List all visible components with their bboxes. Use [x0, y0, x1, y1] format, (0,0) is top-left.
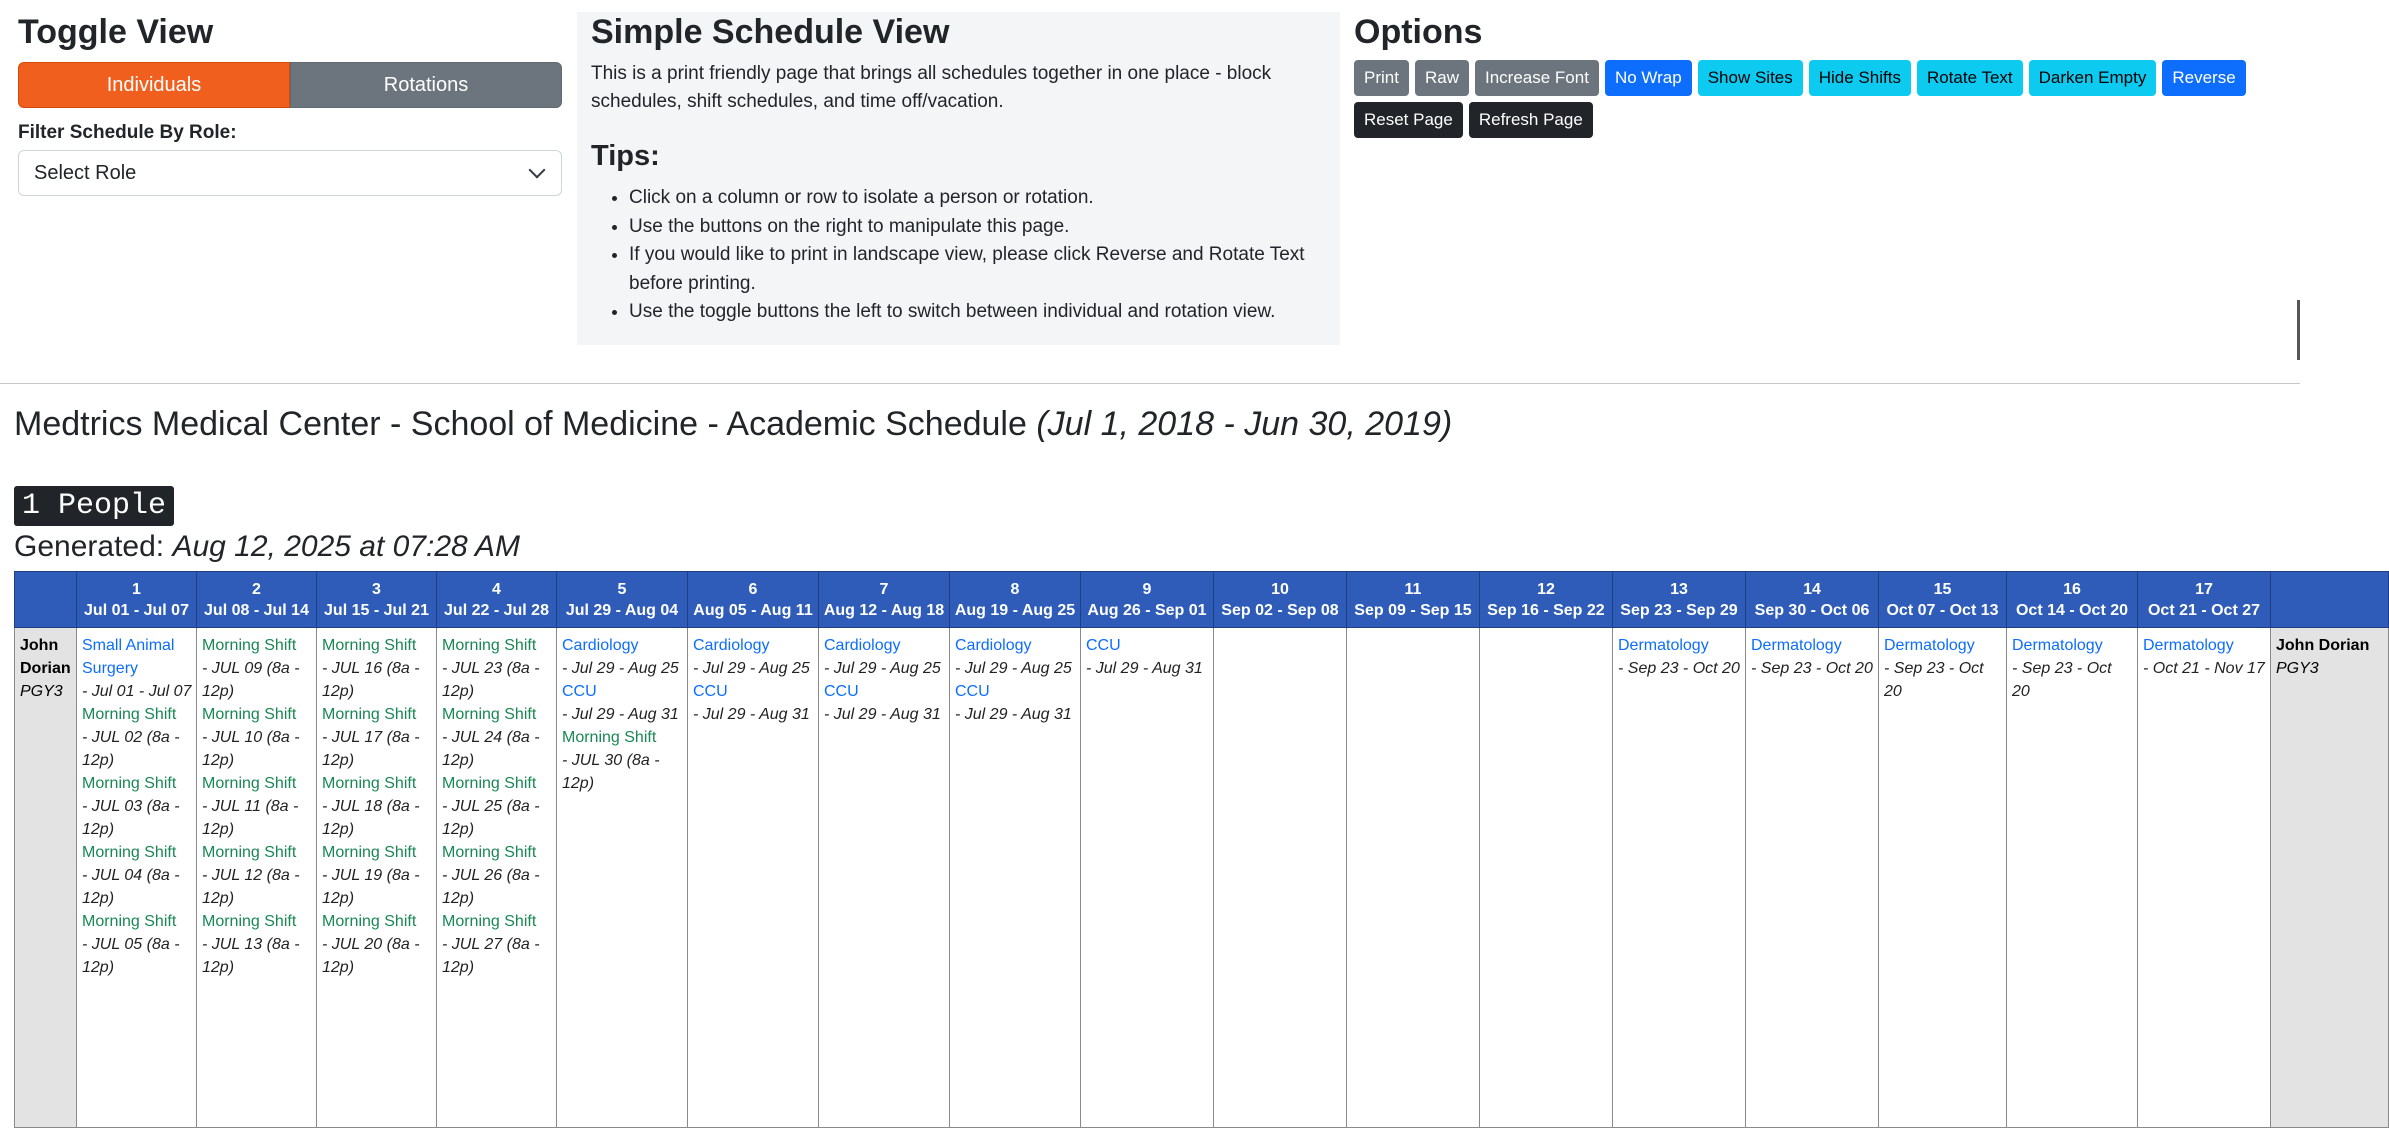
entry-dates: - Jul 29 - Aug 31 [562, 706, 679, 723]
rotation-link[interactable]: Cardiology [824, 637, 901, 654]
shift-label: Morning Shift [82, 775, 177, 792]
tip-item: • If you would like to print in landscape view, please click Reverse and Rotate Text before printing. [629, 241, 1326, 298]
block-header-15[interactable] [1879, 572, 2007, 628]
block-cell-11[interactable] [1347, 628, 1480, 1128]
block-number: 17 [2195, 580, 2213, 598]
rotation-link[interactable]: Cardiology [693, 637, 770, 654]
tips-list [591, 184, 1326, 327]
entry-dates: - Jul 29 - Aug 25 [562, 660, 679, 677]
entry-dates: - JUL 26 (8a - 12p) [442, 867, 540, 907]
shift-label: Morning Shift [442, 706, 537, 723]
rotation-entry [824, 680, 945, 726]
block-number: 6 [748, 580, 758, 598]
shift-label: Morning Shift [202, 706, 297, 723]
shift-entry [442, 634, 552, 703]
block-date-range: Sep 09 - Sep 15 [1354, 601, 1472, 619]
entry-dates: - Jul 29 - Aug 31 [1086, 660, 1203, 677]
block-number: 15 [1933, 580, 1952, 598]
shift-label: Morning Shift [202, 913, 297, 930]
block-number: 16 [2063, 580, 2081, 598]
shift-entry [82, 703, 192, 772]
rotations-toggle-button[interactable]: Rotations [290, 62, 562, 108]
block-header-7[interactable] [819, 572, 950, 628]
shift-label: Morning Shift [442, 844, 537, 861]
block-header-13[interactable] [1613, 572, 1746, 628]
person-name: John Dorian [2276, 637, 2370, 654]
entry-dates: - JUL 11 (8a - 12p) [202, 798, 299, 838]
shift-entry [322, 772, 432, 841]
block-number: 8 [1010, 580, 1020, 598]
block-date-range: Jul 08 - Jul 14 [204, 601, 309, 619]
rotation-entry [1751, 634, 1874, 680]
schedule-header-row [15, 572, 2389, 628]
person-cell[interactable] [15, 628, 77, 1128]
filter-role-label: Filter Schedule By Role: [18, 122, 237, 143]
block-header-2[interactable] [197, 572, 317, 628]
darken-empty-button[interactable]: Darken Empty [2029, 60, 2157, 96]
report-title-text: Medtrics Medical Center - School of Medicine - Academic Schedule [14, 405, 1027, 443]
rotation-entry [562, 680, 683, 726]
rotation-link[interactable]: Dermatology [1884, 637, 1975, 654]
block-cell-8[interactable] [950, 628, 1081, 1128]
entry-dates: - JUL 30 (8a - 12p) [562, 752, 660, 792]
shift-entry [442, 703, 552, 772]
entry-dates: - Sep 23 - Oct 20 [1751, 660, 1873, 677]
block-cell-5[interactable] [557, 628, 688, 1128]
options-panel [1354, 12, 2284, 138]
block-cell-12[interactable] [1480, 628, 1613, 1128]
entry-dates: - Sep 23 - Oct 20 [2012, 660, 2112, 700]
generated-label: Generated: [14, 530, 165, 563]
entry-dates: - Jul 29 - Aug 25 [693, 660, 810, 677]
options-title: Options [1354, 13, 1483, 51]
entry-dates: - JUL 09 (8a - 12p) [202, 660, 300, 700]
rotation-link[interactable]: Small Animal Surgery [82, 637, 175, 677]
rotation-entry [562, 634, 683, 680]
shift-entry [82, 910, 192, 979]
entry-dates: - JUL 10 (8a - 12p) [202, 729, 300, 769]
block-cell-14[interactable] [1746, 628, 1879, 1128]
block-number: 2 [252, 580, 261, 598]
shift-entry [322, 841, 432, 910]
block-number: 1 [132, 580, 141, 598]
entry-dates: - JUL 16 (8a - 12p) [322, 660, 420, 700]
block-cell-6[interactable] [688, 628, 819, 1128]
shift-entry [442, 910, 552, 979]
shift-label: Morning Shift [322, 775, 417, 792]
entry-dates: - JUL 05 (8a - 12p) [82, 936, 180, 976]
block-date-range: Jul 22 - Jul 28 [444, 601, 549, 619]
rotation-entry [693, 680, 814, 726]
block-header-4[interactable] [437, 572, 557, 628]
rotation-link[interactable]: Dermatology [1618, 637, 1709, 654]
entry-dates: - JUL 19 (8a - 12p) [322, 867, 420, 907]
shift-label: Morning Shift [202, 775, 297, 792]
block-date-range: Sep 16 - Sep 22 [1487, 601, 1605, 619]
block-cell-15[interactable] [1879, 628, 2007, 1128]
shift-label: Morning Shift [202, 637, 297, 654]
rotation-entry [1618, 634, 1741, 680]
shift-entry [442, 841, 552, 910]
rotation-entry [2012, 634, 2133, 703]
shift-entry [202, 841, 312, 910]
rotation-entry [824, 634, 945, 680]
increase-font-button[interactable]: Increase Font [1475, 60, 1599, 96]
block-number: 3 [372, 580, 381, 598]
block-header-11[interactable] [1347, 572, 1480, 628]
rotation-link[interactable]: Dermatology [2143, 637, 2234, 654]
report-title [14, 402, 1452, 446]
block-cell-2[interactable] [197, 628, 317, 1128]
entry-dates: - JUL 18 (8a - 12p) [322, 798, 420, 838]
person-pgy: PGY3 [2276, 660, 2319, 677]
shift-label: Morning Shift [82, 706, 177, 723]
rotation-entry [2143, 634, 2266, 680]
block-date-range: Oct 21 - Oct 27 [2147, 601, 2261, 619]
entry-dates: - Jul 29 - Aug 31 [824, 706, 941, 723]
section-divider [0, 383, 2300, 384]
block-date-range: Oct 14 - Oct 20 [2015, 601, 2129, 619]
block-number: 14 [1803, 580, 1821, 598]
shift-entry [562, 726, 683, 795]
entry-dates: - JUL 20 (8a - 12p) [322, 936, 420, 976]
schedule-table-container [14, 571, 2370, 986]
shift-entry [202, 772, 312, 841]
rotation-entry [955, 634, 1076, 680]
block-cell-17[interactable] [2138, 628, 2271, 1128]
chevron-down-icon [529, 162, 546, 179]
entry-dates: - JUL 02 (8a - 12p) [82, 729, 180, 769]
shift-label: Morning Shift [322, 913, 417, 930]
shift-label: Morning Shift [442, 775, 537, 792]
options-button-row [1354, 60, 2284, 138]
generated-timestamp [14, 528, 520, 566]
shift-entry [322, 634, 432, 703]
tip-item: • Use the toggle buttons the left to switch between individual and rotation view. [629, 298, 1326, 327]
tips-title: Tips: [591, 140, 660, 172]
block-number: 13 [1670, 580, 1688, 598]
shift-entry [82, 772, 192, 841]
people-count-badge: 1 People [14, 486, 174, 526]
raw-button[interactable]: Raw [1415, 60, 1469, 96]
shift-entry [322, 910, 432, 979]
block-date-range: Aug 05 - Aug 11 [693, 601, 813, 619]
refresh-page-button[interactable]: Refresh Page [1469, 102, 1593, 138]
block-number: 12 [1537, 580, 1555, 598]
shift-label: Morning Shift [202, 844, 297, 861]
entry-dates: - JUL 04 (8a - 12p) [82, 867, 180, 907]
rotation-entry [1884, 634, 2002, 703]
entry-dates: - JUL 12 (8a - 12p) [202, 867, 300, 907]
shift-label: Morning Shift [82, 913, 177, 930]
shift-label: Morning Shift [322, 844, 417, 861]
show-sites-button[interactable]: Show Sites [1698, 60, 1803, 96]
entry-dates: - Oct 21 - Nov 17 [2143, 660, 2265, 677]
block-header-8[interactable] [950, 572, 1081, 628]
rotation-entry [1086, 634, 1209, 680]
block-cell-7[interactable] [819, 628, 950, 1128]
block-header-16[interactable] [2007, 572, 2138, 628]
shift-label: Morning Shift [322, 637, 417, 654]
rotation-link[interactable]: CCU [955, 683, 990, 700]
repeat-corner-header [2271, 572, 2389, 628]
rotation-link[interactable]: Dermatology [2012, 637, 2103, 654]
tip-item: • Use the buttons on the right to manipulate this page. [629, 213, 1326, 242]
block-cell-9[interactable] [1081, 628, 1214, 1128]
info-title: Simple Schedule View [591, 13, 950, 51]
block-header-17[interactable] [2138, 572, 2271, 628]
block-date-range: Oct 07 - Oct 13 [1886, 601, 1999, 619]
entry-dates: - Jul 29 - Aug 31 [693, 706, 810, 723]
rotation-link[interactable]: Dermatology [1751, 637, 1842, 654]
shift-label: Morning Shift [322, 706, 417, 723]
shift-entry [202, 703, 312, 772]
schedule-table [14, 571, 2389, 1128]
entry-dates: - Jul 01 - Jul 07 [82, 683, 192, 700]
person-cell-repeat[interactable] [2271, 628, 2389, 1128]
block-date-range: Sep 02 - Sep 08 [1221, 601, 1339, 619]
entry-dates: - Jul 29 - Aug 31 [955, 706, 1072, 723]
role-select[interactable] [18, 150, 562, 196]
shift-entry [202, 634, 312, 703]
block-header-5[interactable] [557, 572, 688, 628]
block-number: 11 [1404, 580, 1422, 598]
block-number: 4 [492, 580, 501, 598]
block-cell-13[interactable] [1613, 628, 1746, 1128]
entry-dates: - Sep 23 - Oct 20 [1884, 660, 1984, 700]
rotation-link[interactable]: CCU [562, 683, 597, 700]
block-date-range: Jul 29 - Aug 04 [565, 601, 679, 619]
block-number: 10 [1271, 580, 1289, 598]
shift-label: Morning Shift [562, 729, 657, 746]
generated-value: Aug 12, 2025 at 07:28 AM [172, 530, 520, 563]
block-number: 9 [1142, 580, 1152, 598]
individuals-toggle-button[interactable]: Individuals [18, 62, 290, 108]
toggle-view-panel [18, 12, 562, 196]
shift-label: Morning Shift [442, 913, 537, 930]
entry-dates: - JUL 03 (8a - 12p) [82, 798, 180, 838]
entry-dates: - JUL 13 (8a - 12p) [202, 936, 300, 976]
rotation-link[interactable]: Cardiology [955, 637, 1032, 654]
shift-label: Morning Shift [82, 844, 177, 861]
entry-dates: - JUL 25 (8a - 12p) [442, 798, 540, 838]
entry-dates: - JUL 24 (8a - 12p) [442, 729, 540, 769]
block-header-1[interactable] [77, 572, 197, 628]
shift-entry [202, 910, 312, 979]
rotation-entry [955, 680, 1076, 726]
shift-label: Morning Shift [442, 637, 537, 654]
schedule-person-row[interactable] [15, 628, 2389, 1128]
block-number: 7 [879, 580, 889, 598]
reset-page-button[interactable]: Reset Page [1354, 102, 1463, 138]
rotation-entry [82, 634, 192, 703]
info-panel [577, 12, 1340, 345]
print-button[interactable]: Print [1354, 60, 1409, 96]
person-pgy: PGY3 [20, 683, 63, 700]
person-name: John Dorian [20, 637, 71, 677]
block-date-range: Aug 19 - Aug 25 [954, 601, 1076, 619]
report-period: (Jul 1, 2018 - Jun 30, 2019) [1036, 405, 1453, 443]
block-cell-1[interactable] [77, 628, 197, 1128]
info-description: This is a print friendly page that brings all schedules together in one place - block schedules, shift schedules, and time off/vacation. [591, 63, 1272, 112]
entry-dates: - JUL 23 (8a - 12p) [442, 660, 540, 700]
view-toggle-group [18, 62, 562, 108]
block-header-12[interactable] [1480, 572, 1613, 628]
reverse-button[interactable]: Reverse [2162, 60, 2245, 96]
entry-dates: - Jul 29 - Aug 25 [955, 660, 1072, 677]
entry-dates: - JUL 17 (8a - 12p) [322, 729, 420, 769]
hide-shifts-button[interactable]: Hide Shifts [1809, 60, 1911, 96]
no-wrap-button[interactable]: No Wrap [1605, 60, 1692, 96]
block-date-range: Aug 12 - Aug 18 [823, 601, 945, 619]
shift-entry [442, 772, 552, 841]
block-header-10[interactable] [1214, 572, 1347, 628]
block-cell-3[interactable] [317, 628, 437, 1128]
block-date-range: Sep 23 - Sep 29 [1620, 601, 1738, 619]
rotate-text-button[interactable]: Rotate Text [1917, 60, 2023, 96]
block-header-9[interactable] [1081, 572, 1214, 628]
rotation-entry [693, 634, 814, 680]
corner-header-cell [15, 572, 77, 628]
shift-entry [322, 703, 432, 772]
entry-dates: - JUL 27 (8a - 12p) [442, 936, 540, 976]
role-select-value: Select Role [34, 161, 137, 184]
shift-entry [82, 841, 192, 910]
block-header-6[interactable] [688, 572, 819, 628]
block-cell-4[interactable] [437, 628, 557, 1128]
rotation-link[interactable]: CCU [1086, 637, 1121, 654]
block-date-range: Aug 26 - Sep 01 [1087, 601, 1207, 619]
block-date-range: Jul 15 - Jul 21 [324, 601, 429, 619]
tip-item: • Click on a column or row to isolate a person or rotation. [629, 184, 1326, 213]
block-date-range: Jul 01 - Jul 07 [84, 601, 189, 619]
block-header-14[interactable] [1746, 572, 1879, 628]
rotation-link[interactable]: CCU [824, 683, 859, 700]
rotation-link[interactable]: CCU [693, 683, 728, 700]
toggle-view-title: Toggle View [18, 13, 214, 51]
block-header-3[interactable] [317, 572, 437, 628]
entry-dates: - Sep 23 - Oct 20 [1618, 660, 1740, 677]
entry-dates: - Jul 29 - Aug 25 [824, 660, 941, 677]
scrollbar-edge[interactable] [2297, 300, 2300, 360]
block-date-range: Sep 30 - Oct 06 [1754, 601, 1870, 619]
block-number: 5 [617, 580, 627, 598]
rotation-link[interactable]: Cardiology [562, 637, 639, 654]
block-cell-16[interactable] [2007, 628, 2138, 1128]
block-cell-10[interactable] [1214, 628, 1347, 1128]
